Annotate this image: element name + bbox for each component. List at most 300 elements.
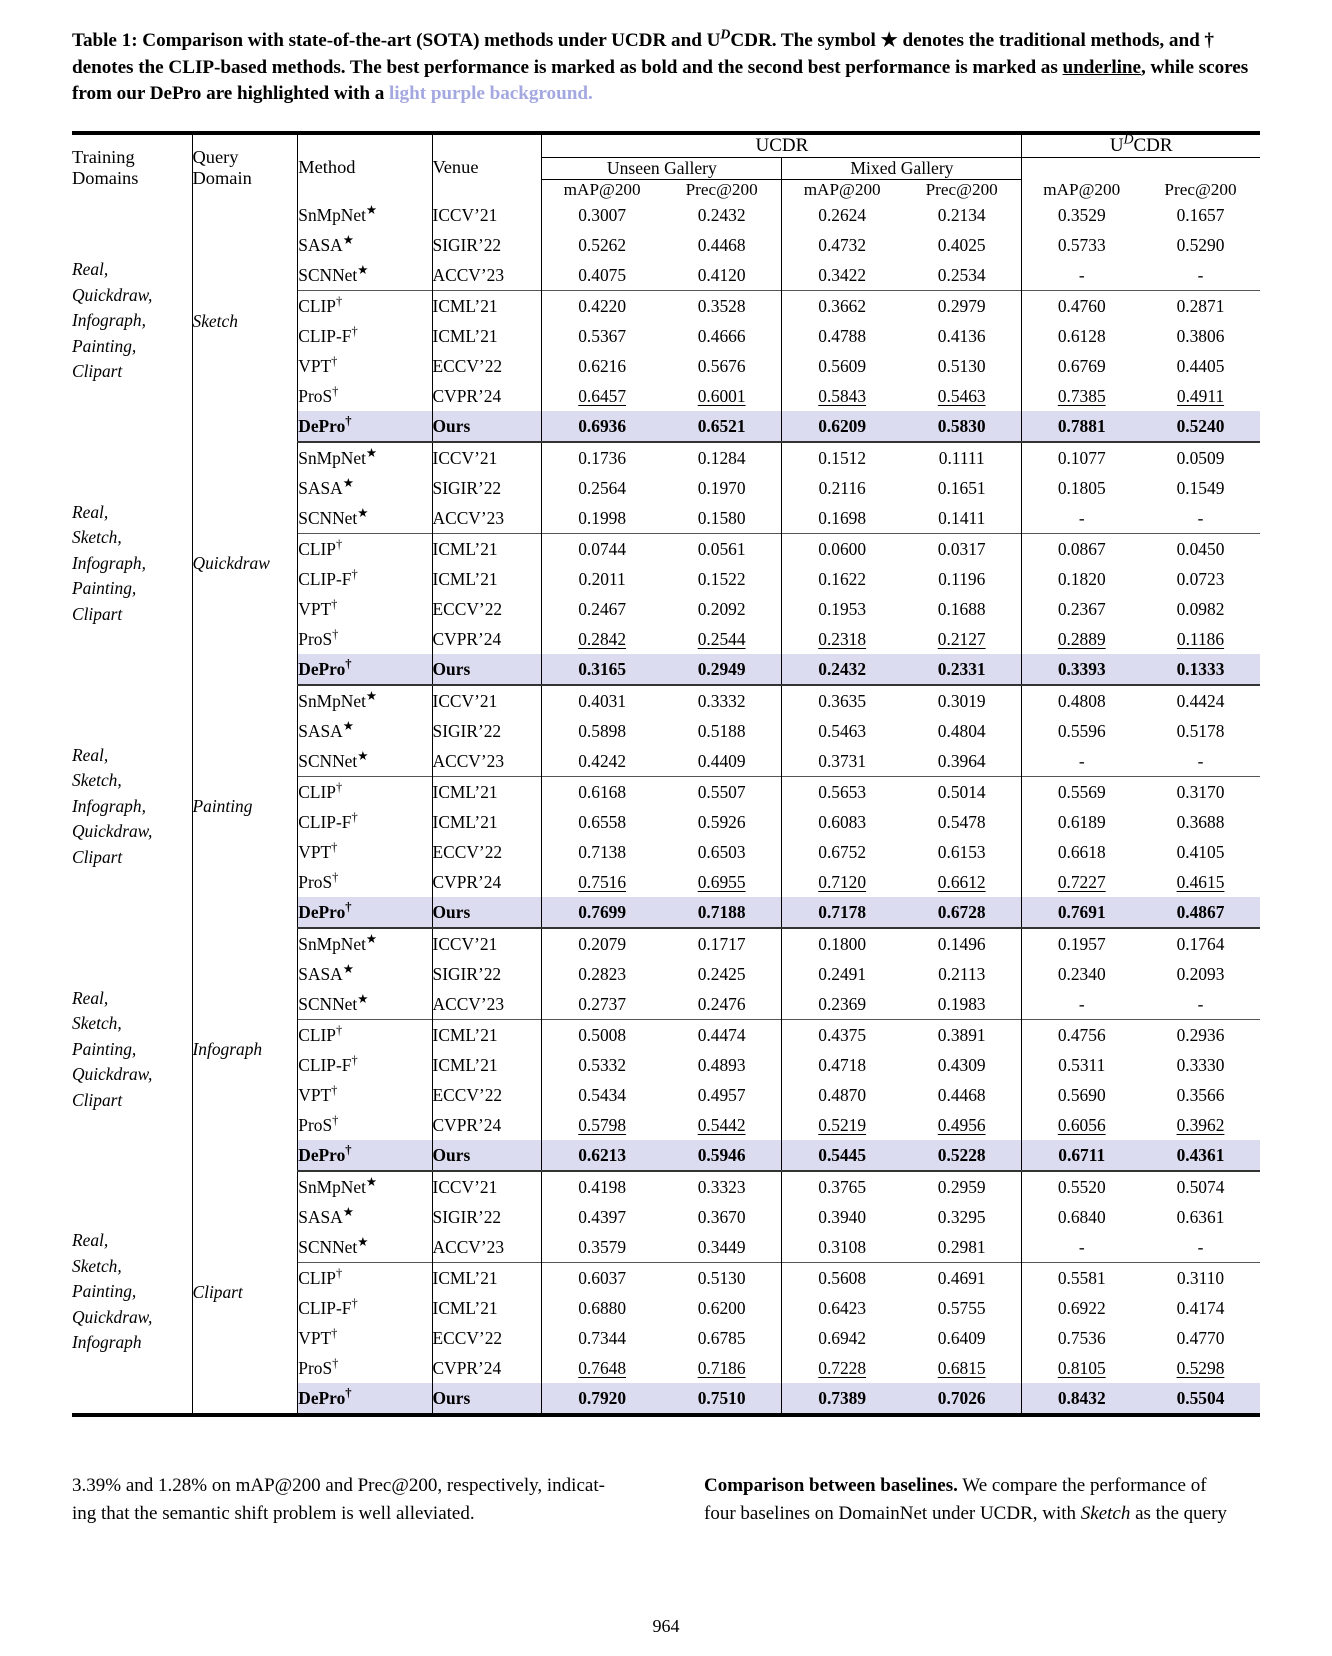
score-cell — [902, 624, 1022, 654]
method-name: CLIP — [298, 1267, 336, 1288]
score-cell: 0.1111 — [938, 447, 985, 468]
training-domain-item: Infograph, — [72, 795, 146, 816]
score-cell: 0.6409 — [937, 1327, 986, 1348]
score-cell: 0.4870 — [782, 1080, 902, 1110]
score-cell: 0.3635 — [782, 685, 902, 716]
score-cell: 0.0867 — [1022, 534, 1141, 565]
venue-cell: CVPR’24 — [432, 1353, 542, 1383]
score-cell: 0.0982 — [1176, 598, 1225, 619]
score-cell: 0.6785 — [697, 1327, 746, 1348]
query-domain-cell: Painting — [192, 685, 298, 928]
score-cell: 0.4409 — [697, 750, 746, 771]
second-best-score: 0.7228 — [818, 1357, 867, 1378]
venue-cell: Ours — [432, 1383, 542, 1413]
score-cell: 0.2564 — [542, 473, 662, 503]
venue-cell: ICCV’21 — [432, 1171, 542, 1202]
traditional-method-star-icon: ★ — [365, 445, 378, 460]
score-cell — [1141, 1110, 1260, 1140]
venue-cell: CVPR’24 — [432, 381, 542, 411]
clip-method-dagger-icon: † — [335, 1265, 343, 1280]
score-cell: 0.2737 — [542, 989, 662, 1020]
score-cell — [542, 381, 662, 411]
score-cell: 0.6128 — [1022, 321, 1141, 351]
score-cell: 0.4808 — [1022, 685, 1141, 716]
score-cell: 0.2432 — [697, 204, 746, 225]
method-cell — [298, 624, 432, 654]
score-cell — [902, 381, 1022, 411]
traditional-method-star-icon: ★ — [365, 1174, 378, 1189]
second-best-score: 0.5798 — [578, 1114, 627, 1135]
training-domain-item: Real, — [72, 987, 109, 1008]
clip-method-dagger-icon: † — [332, 383, 339, 398]
training-domains-cell — [72, 685, 192, 928]
venue-cell: SIGIR’22 — [432, 230, 542, 260]
second-best-score: 0.6612 — [937, 871, 986, 892]
caption-highlight-note: light purple background. — [389, 83, 593, 104]
score-cell: 0.0450 — [1141, 534, 1260, 565]
score-cell: 0.1657 — [1176, 204, 1225, 225]
training-domain-item: Sketch, — [72, 527, 122, 548]
score-cell: 0.3670 — [697, 1206, 746, 1227]
score-cell: 0.2079 — [542, 928, 662, 959]
score-cell: 0.4756 — [1022, 1020, 1141, 1051]
score-cell: 0.2113 — [938, 963, 986, 984]
method-name: SASA — [298, 720, 343, 741]
header-unseen-map: mAP@200 — [542, 180, 662, 201]
training-domains-cell — [72, 928, 192, 1171]
traditional-method-star-icon: ★ — [365, 202, 378, 217]
score-cell: 0.1820 — [1022, 564, 1141, 594]
venue-cell: Ours — [432, 654, 542, 685]
training-domains-cell — [72, 200, 192, 442]
body-columns — [72, 1472, 1260, 1528]
venue-cell: ACCV’23 — [432, 989, 542, 1020]
header-training-domains — [72, 135, 192, 200]
score-cell: 0.7026 — [902, 1383, 1022, 1413]
table-bottom-rule — [72, 1413, 1260, 1417]
caption-mid2: , while scores from our DePro are highlighted with a — [72, 56, 1249, 104]
method-cell — [298, 959, 432, 989]
training-domain-item: Quickdraw, — [72, 1064, 153, 1085]
score-cell: 0.6711 — [1022, 1140, 1141, 1171]
second-best-score: 0.7120 — [818, 871, 867, 892]
second-best-score: 0.4911 — [1176, 385, 1225, 406]
score-cell: 0.6189 — [1022, 807, 1141, 837]
score-cell: 0.1805 — [1022, 473, 1141, 503]
header-mixed-prec: Prec@200 — [925, 180, 998, 199]
score-cell: 0.6752 — [782, 837, 902, 867]
method-cell — [298, 807, 432, 837]
score-cell: 0.6200 — [697, 1297, 746, 1318]
score-cell — [1022, 624, 1141, 654]
header-query-domain-line1: Query — [192, 146, 239, 167]
second-best-score: 0.5463 — [937, 385, 986, 406]
score-cell: 0.6503 — [697, 841, 746, 862]
method-cell — [298, 564, 432, 594]
score-cell: 0.4770 — [1176, 1327, 1225, 1348]
score-cell — [542, 624, 662, 654]
method-cell — [298, 381, 432, 411]
score-cell: 0.1651 — [937, 477, 986, 498]
score-cell: 0.4375 — [782, 1020, 902, 1051]
score-cell: 0.5569 — [1022, 777, 1141, 808]
method-cell — [298, 200, 432, 230]
score-cell: 0.4691 — [902, 1263, 1022, 1294]
header-group-udcdr — [1022, 131, 1260, 158]
score-cell: 0.5311 — [1022, 1050, 1141, 1080]
second-best-score: 0.6457 — [578, 385, 627, 406]
score-cell: 0.1622 — [782, 564, 902, 594]
venue-cell: Ours — [432, 1140, 542, 1171]
clip-method-dagger-icon: † — [331, 596, 338, 611]
training-domains-cell — [72, 442, 192, 685]
table-row — [72, 200, 1260, 230]
venue-cell: CVPR’24 — [432, 1110, 542, 1140]
score-cell: 0.7178 — [782, 897, 902, 928]
training-domain-item: Real, — [72, 744, 109, 765]
clip-method-dagger-icon: † — [331, 353, 338, 368]
second-best-score: 0.7516 — [578, 871, 627, 892]
score-cell: 0.2467 — [542, 594, 662, 624]
method-name: SASA — [298, 1206, 343, 1227]
second-best-score: 0.2842 — [578, 628, 627, 649]
score-cell: 0.2871 — [1141, 291, 1260, 322]
score-cell: 0.3019 — [937, 690, 986, 711]
score-cell: 0.7699 — [542, 897, 662, 928]
clip-method-dagger-icon: † — [331, 1082, 338, 1097]
method-name: DePro — [298, 1387, 346, 1408]
score-cell — [782, 1353, 902, 1383]
clip-method-dagger-icon: † — [351, 1295, 358, 1310]
caption-mid1: CDR. The symbol ★ denotes the traditional methods, and † denotes the CLIP-based methods. The best performance is marked as bold and the second best performance is marked as — [72, 30, 1214, 78]
method-cell — [298, 1080, 432, 1110]
score-cell: 0.1549 — [1176, 477, 1225, 498]
second-best-score: 0.6955 — [697, 871, 746, 892]
table-caption — [72, 28, 1260, 108]
method-cell — [298, 928, 432, 959]
traditional-method-star-icon: ★ — [357, 991, 369, 1006]
traditional-method-star-icon: ★ — [357, 262, 369, 277]
score-cell: - — [1197, 750, 1204, 771]
method-name: CLIP — [298, 781, 336, 802]
method-name: DePro — [298, 1144, 346, 1165]
score-cell: 0.2116 — [782, 473, 902, 503]
second-best-score: 0.5219 — [818, 1114, 867, 1135]
method-cell — [298, 1323, 432, 1353]
method-name: SCNNet — [298, 264, 358, 285]
traditional-method-star-icon: ★ — [342, 718, 354, 733]
score-cell — [542, 1110, 662, 1140]
header-training-domains-line2: Domains — [72, 167, 139, 188]
method-cell — [298, 1110, 432, 1140]
venue-cell: ICCV’21 — [432, 200, 542, 230]
header-query-domain — [192, 135, 298, 200]
score-cell: 0.4174 — [1176, 1297, 1225, 1318]
method-name: SCNNet — [298, 507, 358, 528]
score-cell: 0.5755 — [937, 1297, 986, 1318]
right-col-line2 — [704, 1500, 1260, 1528]
score-cell: - — [1197, 1236, 1204, 1257]
second-best-score: 0.7648 — [578, 1357, 627, 1378]
score-cell: 0.6922 — [1022, 1293, 1141, 1323]
left-col-line1: 3.39% and 1.28% on mAP@200 and Prec@200, respectively, indicat- — [72, 1475, 605, 1496]
score-cell: 0.4424 — [1176, 690, 1225, 711]
method-cell — [298, 1232, 432, 1263]
clip-method-dagger-icon: † — [331, 1325, 338, 1340]
score-cell: 0.2534 — [937, 264, 986, 285]
score-cell — [1022, 867, 1141, 897]
second-best-score: 0.3962 — [1176, 1114, 1225, 1135]
method-cell — [298, 989, 432, 1020]
header-unseen-prec: Prec@200 — [685, 180, 758, 199]
score-cell — [1141, 867, 1260, 897]
method-name: VPT — [298, 355, 332, 376]
score-cell: 0.4136 — [937, 325, 986, 346]
score-cell: 0.5478 — [937, 811, 986, 832]
score-cell: 0.7691 — [1022, 897, 1141, 928]
score-cell: 0.2369 — [782, 989, 902, 1020]
score-cell: - — [1197, 993, 1204, 1014]
score-cell: 0.2093 — [1176, 963, 1225, 984]
second-best-score: 0.7385 — [1057, 385, 1106, 406]
score-cell: 0.5008 — [542, 1020, 662, 1051]
score-cell — [1141, 381, 1260, 411]
score-cell: 0.5830 — [902, 411, 1022, 442]
method-name: CLIP-F — [298, 1054, 352, 1075]
score-cell: 0.0317 — [902, 534, 1022, 565]
score-cell: 0.1953 — [782, 594, 902, 624]
score-cell: 0.4893 — [697, 1054, 746, 1075]
score-cell: 0.3007 — [542, 200, 662, 230]
score-cell: 0.3330 — [1176, 1054, 1225, 1075]
method-name: CLIP-F — [298, 811, 352, 832]
training-domain-item: Painting, — [72, 1281, 137, 1302]
score-cell: 0.1717 — [697, 933, 746, 954]
traditional-method-star-icon: ★ — [365, 931, 378, 946]
venue-cell: ICCV’21 — [432, 685, 542, 716]
venue-cell: SIGIR’22 — [432, 473, 542, 503]
right-col-line2a: four baselines on DomainNet under UCDR, with — [704, 1503, 1081, 1524]
score-cell: 0.4474 — [662, 1020, 782, 1051]
right-col-line2b: as the query — [1130, 1503, 1227, 1524]
clip-method-dagger-icon: † — [335, 779, 343, 794]
score-cell: 0.5733 — [1022, 230, 1141, 260]
training-domain-item: Clipart — [72, 846, 123, 867]
score-cell: 0.2331 — [902, 654, 1022, 685]
method-name: VPT — [298, 598, 332, 619]
score-cell: 0.1764 — [1176, 933, 1225, 954]
results-table — [72, 131, 1260, 1413]
score-cell: 0.3449 — [697, 1236, 746, 1257]
score-cell: 0.2624 — [782, 200, 902, 230]
venue-cell: ECCV’22 — [432, 837, 542, 867]
method-name: ProS — [298, 385, 333, 406]
score-cell: 0.4957 — [697, 1084, 746, 1105]
score-cell: 0.3529 — [1022, 200, 1141, 230]
score-cell: 0.1333 — [1141, 654, 1260, 685]
method-name: CLIP-F — [298, 568, 352, 589]
results-table-container — [72, 131, 1260, 1417]
venue-cell: ICCV’21 — [432, 442, 542, 473]
traditional-method-star-icon: ★ — [342, 232, 354, 247]
clip-method-dagger-icon: † — [335, 293, 343, 308]
second-best-score: 0.5298 — [1176, 1357, 1225, 1378]
score-cell: 0.6942 — [782, 1323, 902, 1353]
score-cell — [782, 1110, 902, 1140]
header-udcdr-suffix: CDR — [1133, 135, 1173, 156]
clip-method-dagger-icon: † — [345, 656, 352, 671]
training-domain-item: Clipart — [72, 1089, 123, 1110]
second-best-score: 0.6815 — [937, 1357, 986, 1378]
score-cell: 0.5445 — [782, 1140, 902, 1171]
score-cell: 0.0509 — [1176, 447, 1225, 468]
score-cell: 0.0723 — [1176, 568, 1225, 589]
score-cell: 0.1580 — [697, 507, 746, 528]
training-domain-item: Quickdraw, — [72, 284, 153, 305]
score-cell: 0.2340 — [1022, 959, 1141, 989]
method-name: CLIP — [298, 538, 336, 559]
training-domain-item: Real, — [72, 501, 109, 522]
second-best-score: 0.6001 — [697, 385, 746, 406]
method-name: DePro — [298, 901, 346, 922]
score-cell: 0.6558 — [542, 807, 662, 837]
second-best-score: 0.2318 — [818, 628, 867, 649]
score-cell: 0.1496 — [937, 933, 986, 954]
method-name: VPT — [298, 1084, 332, 1105]
score-cell: 0.7138 — [542, 837, 662, 867]
score-cell: 0.1512 — [782, 442, 902, 473]
table-row — [72, 685, 1260, 716]
traditional-method-star-icon: ★ — [357, 1234, 369, 1249]
header-udcdr-prefix: U — [1109, 135, 1124, 156]
score-cell: 0.3165 — [542, 654, 662, 685]
method-name: CLIP — [298, 295, 336, 316]
venue-cell: ECCV’22 — [432, 1323, 542, 1353]
method-cell — [298, 230, 432, 260]
score-cell: - — [1197, 264, 1204, 285]
method-cell — [298, 897, 432, 928]
method-name: SnMpNet — [298, 690, 366, 711]
header-row-groups — [72, 135, 1260, 158]
score-cell — [542, 867, 662, 897]
score-cell: 0.1196 — [938, 568, 986, 589]
clip-method-dagger-icon: † — [345, 1385, 352, 1400]
score-cell: 0.4309 — [937, 1054, 986, 1075]
score-cell: 0.2425 — [697, 963, 746, 984]
score-cell: - — [1197, 507, 1204, 528]
traditional-method-star-icon: ★ — [342, 961, 354, 976]
score-cell: 0.6423 — [782, 1293, 902, 1323]
method-cell — [298, 716, 432, 746]
score-cell: 0.4405 — [1176, 355, 1225, 376]
score-cell: 0.4732 — [782, 230, 902, 260]
score-cell — [662, 1110, 782, 1140]
score-cell: 0.1998 — [542, 503, 662, 534]
score-cell — [542, 1353, 662, 1383]
score-cell: 0.5898 — [542, 716, 662, 746]
method-cell — [298, 351, 432, 381]
method-cell — [298, 746, 432, 777]
score-cell: 0.5367 — [542, 321, 662, 351]
score-cell — [1022, 381, 1141, 411]
score-cell: - — [1022, 989, 1141, 1020]
query-domain-cell: Clipart — [192, 1171, 298, 1413]
second-best-score: 0.5442 — [697, 1114, 746, 1135]
second-best-score: 0.7186 — [697, 1357, 746, 1378]
table-head — [72, 131, 1260, 200]
clip-method-dagger-icon: † — [345, 413, 352, 428]
second-best-score: 0.6056 — [1057, 1114, 1106, 1135]
second-best-score: 0.2544 — [697, 628, 746, 649]
score-cell: 0.5504 — [1141, 1383, 1260, 1413]
score-cell: 0.3332 — [697, 690, 746, 711]
venue-cell: SIGIR’22 — [432, 1202, 542, 1232]
score-cell: - — [1022, 1232, 1141, 1263]
right-col-rest1: We compare the performance of — [957, 1475, 1207, 1496]
method-cell — [298, 442, 432, 473]
score-cell — [1141, 624, 1260, 654]
score-cell: 0.2092 — [697, 598, 746, 619]
score-cell: 0.3731 — [782, 746, 902, 777]
clip-method-dagger-icon: † — [332, 626, 339, 641]
score-cell: 0.2949 — [662, 654, 782, 685]
score-cell: 0.6840 — [1022, 1202, 1141, 1232]
second-best-score: 0.8105 — [1057, 1357, 1106, 1378]
method-cell — [298, 685, 432, 716]
header-sub-unseen-gallery: Unseen Gallery — [542, 158, 782, 180]
score-cell: 0.2476 — [697, 993, 746, 1014]
header-udcdr-map: mAP@200 — [1022, 158, 1141, 201]
method-name: SCNNet — [298, 750, 358, 771]
score-cell: 0.1800 — [782, 928, 902, 959]
second-best-score: 0.2889 — [1057, 628, 1106, 649]
training-domain-item: Real, — [72, 259, 109, 280]
table-row — [72, 1171, 1260, 1202]
clip-method-dagger-icon: † — [345, 1142, 352, 1157]
score-cell: 0.5290 — [1176, 234, 1225, 255]
clip-method-dagger-icon: † — [335, 536, 343, 551]
venue-cell: ECCV’22 — [432, 351, 542, 381]
score-cell: 0.5520 — [1022, 1171, 1141, 1202]
clip-method-dagger-icon: † — [332, 1112, 339, 1127]
method-cell — [298, 1140, 432, 1171]
method-cell — [298, 1020, 432, 1051]
venue-cell: ICCV’21 — [432, 928, 542, 959]
method-name: CLIP — [298, 1024, 336, 1045]
score-cell: 0.2367 — [1022, 594, 1141, 624]
method-name: VPT — [298, 841, 332, 862]
score-cell: 0.3528 — [662, 291, 782, 322]
score-cell: 0.3170 — [1141, 777, 1260, 808]
score-cell — [902, 1110, 1022, 1140]
method-cell — [298, 654, 432, 685]
method-name: SnMpNet — [298, 933, 366, 954]
score-cell: 0.7510 — [662, 1383, 782, 1413]
score-cell: 0.1983 — [937, 993, 986, 1014]
venue-cell: ICML’21 — [432, 1020, 542, 1051]
query-domain-cell: Infograph — [192, 928, 298, 1171]
header-group-ucdr: UCDR — [542, 135, 1022, 158]
score-cell: 0.5581 — [1022, 1263, 1141, 1294]
venue-cell: ICML’21 — [432, 1293, 542, 1323]
score-cell: 0.0744 — [542, 534, 662, 565]
method-name: SASA — [298, 234, 343, 255]
method-name: ProS — [298, 1114, 333, 1135]
score-cell: 0.3765 — [782, 1171, 902, 1202]
method-cell — [298, 1383, 432, 1413]
score-cell: 0.3964 — [937, 750, 986, 771]
score-cell: 0.2491 — [782, 959, 902, 989]
